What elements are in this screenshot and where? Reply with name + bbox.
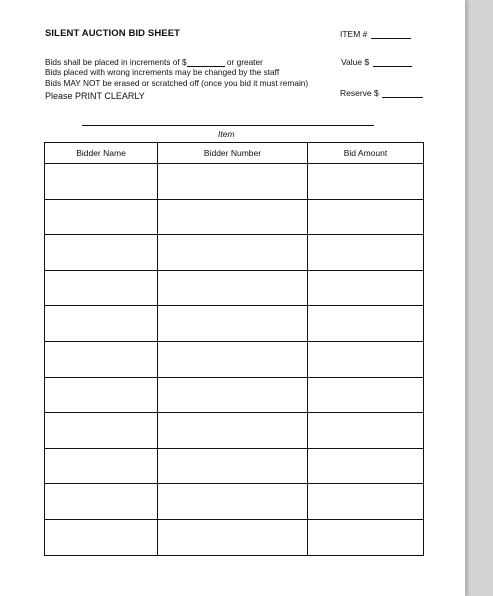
bidder-number-cell[interactable] [158,448,308,484]
item-number-field [340,29,411,39]
bidder-number-cell[interactable] [158,235,308,271]
table-row [45,235,424,271]
bid-amount-cell[interactable] [308,306,424,342]
item-label: Item [218,129,235,139]
table-row [45,270,424,306]
rule-increments-text: Bids shall be placed in increments of $ [45,57,187,67]
reserve-label: Reserve $ [340,88,379,98]
rule-wrong-increments: Bids placed with wrong increments may be changed by the staff [45,67,280,77]
bidder-number-cell[interactable] [158,341,308,377]
column-header-bidder-name: Bidder Name [45,143,158,164]
table-row [45,448,424,484]
bid-amount-cell[interactable] [308,270,424,306]
rule-no-erase: Bids MAY NOT be erased or scratched off (once you bid it must remain) [45,78,309,88]
table-row [45,341,424,377]
bid-amount-cell[interactable] [308,484,424,520]
bid-amount-cell[interactable] [308,164,424,200]
reserve-field [340,88,423,98]
print-notice: Please PRINT CLEARLY [45,91,145,101]
value-blank[interactable] [373,57,412,67]
bidder-name-cell[interactable] [45,413,158,449]
bidder-name-cell[interactable] [45,341,158,377]
bidder-name-cell[interactable] [45,484,158,520]
bidder-name-cell[interactable] [45,377,158,413]
bid-amount-cell[interactable] [308,519,424,555]
bid-table-body [45,164,424,556]
bid-amount-cell[interactable] [308,341,424,377]
bidder-number-cell[interactable] [158,306,308,342]
item-number-label: ITEM # [340,29,368,39]
table-row [45,306,424,342]
table-row [45,164,424,200]
bidder-number-cell[interactable] [158,199,308,235]
bidder-name-cell[interactable] [45,448,158,484]
bidder-name-cell[interactable] [45,199,158,235]
bidder-number-cell[interactable] [158,377,308,413]
column-header-bid-amount: Bid Amount [308,143,424,164]
table-row [45,199,424,235]
value-label: Value $ [341,57,370,67]
table-row [45,413,424,449]
bidder-name-cell[interactable] [45,519,158,555]
bidder-number-cell[interactable] [158,270,308,306]
bidder-name-cell[interactable] [45,306,158,342]
bid-amount-cell[interactable] [308,413,424,449]
rule-increments-suffix: or greater [224,57,263,67]
table-row [45,377,424,413]
item-number-blank[interactable] [371,29,411,39]
table-row [45,519,424,555]
bidder-number-cell[interactable] [158,484,308,520]
column-header-bidder-number: Bidder Number [158,143,308,164]
bidder-name-cell[interactable] [45,164,158,200]
bid-amount-cell[interactable] [308,377,424,413]
bid-table [44,142,424,556]
increment-blank[interactable] [187,58,225,67]
bidder-number-cell[interactable] [158,164,308,200]
table-row [45,484,424,520]
bidder-number-cell[interactable] [158,519,308,555]
bid-table-header [45,143,424,164]
bidder-name-cell[interactable] [45,270,158,306]
sheet-title: SILENT AUCTION BID SHEET [45,28,181,39]
bid-amount-cell[interactable] [308,448,424,484]
bidder-number-cell[interactable] [158,413,308,449]
item-entry-line[interactable] [82,125,374,126]
value-field [341,57,412,67]
bid-amount-cell[interactable] [308,199,424,235]
rule-increments [45,57,263,67]
reserve-blank[interactable] [382,88,423,98]
bid-amount-cell[interactable] [308,235,424,271]
bidder-name-cell[interactable] [45,235,158,271]
